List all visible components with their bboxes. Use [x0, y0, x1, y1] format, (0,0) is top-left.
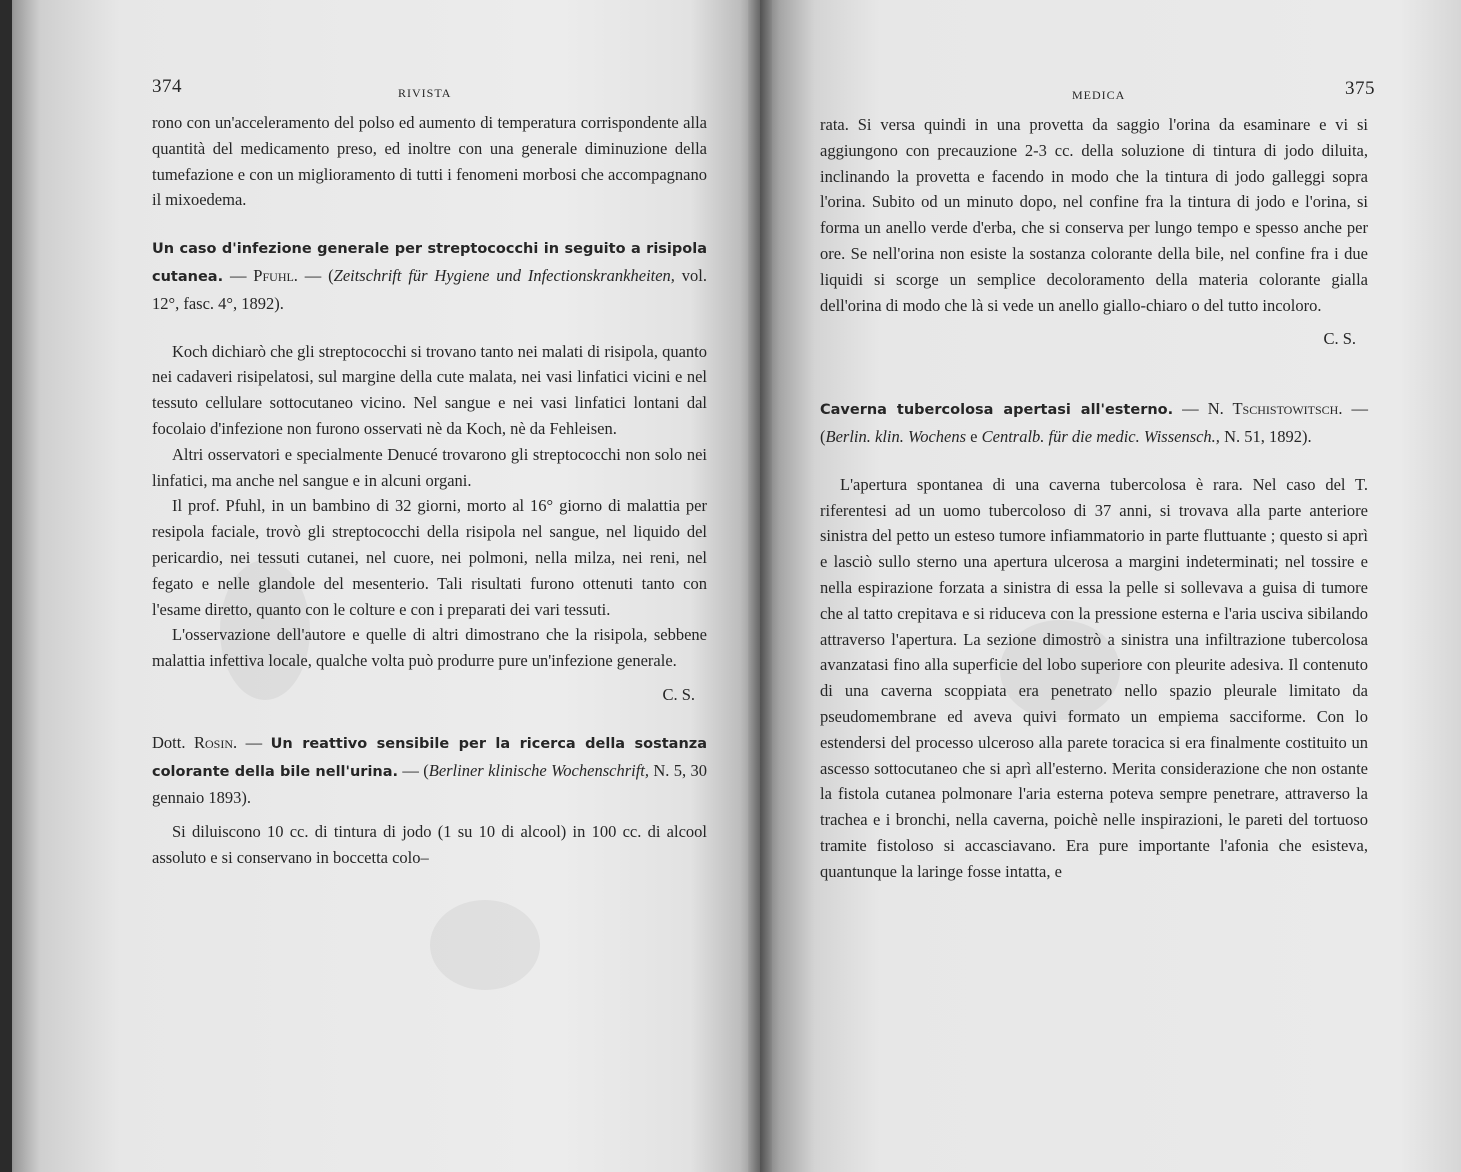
right-text-column [820, 112, 1368, 885]
dash: — [223, 265, 254, 285]
journal-name: Centralb. für die medic. Wissensch., [981, 426, 1220, 446]
journal-name: Zeitschrift für Hygiene und Infectionskrankheiten, [333, 265, 675, 285]
top-paragraph: rono con un'acceleramento del polso ed aumento di temperatura corrispondente alla quantità del medicamento preso, ed inoltre con una generale diminuzione della tumefazione e con un miglioramento di tutti i fenomeni morbosi che accompagnano il mixoedema. [152, 113, 707, 210]
book-gutter [748, 0, 772, 1172]
dash: — [237, 732, 271, 752]
citation-open: — ( [820, 399, 1368, 446]
body-paragraph: L'apertura spontanea di una caverna tubercolosa è rara. Nel caso del T. riferentesi ad un uomo tubercoloso di 37 anni, si trovava alla parte anteriore sinistra del petto un esteso tumore infiammatorio in parte fluttuante ; questo si aprì e lasciò sullo sterno una apertura ulcerosa a margini indeterminati; nel tossire e nella espirazione forzata a sinistra di essa la pelle si sollevava a guisa di tumore che al tatto crepitava e si riduceva con la pressione esterna e l'aria usciva sibilando attraverso l'apertura. La sezione dimostrò a sinistra una infiltrazione tubercolosa avanzatasi fino alla superficie del lobo superiore con pleurite adesiva. Il contenuto di una caverna scoppiata era penetrato nello spazio pleurale limitato da pseudomembrane ed aveva quivi formato un empiema sacciforme. Con lo estendersi del processo ulceroso alla parete toracica si era finalmente costituito un ascesso sottocutaneo che si aprì all'esterno. Merita considerazione che non ostante la fistola cutanea polmonare l'aria esterna poteva sempre penetrare, attraverso la trachea e i bronchi, nella caverna, poichè nelle inspirazioni, le pareti del tortuoso tramite fistoloso si accasciavano. Era pure importante l'afonia che esisteva, quantunque la laringe fosse intatta, e [820, 474, 1368, 881]
journal-name: Berlin. klin. Wochens [825, 426, 967, 446]
article-title: Caverna tubercolosa apertasi all'esterno. [820, 402, 1174, 419]
dash: — [1173, 399, 1208, 419]
author-prefix: Dott. [152, 732, 194, 752]
article-heading [152, 235, 707, 316]
signature: C. S. [1323, 329, 1356, 349]
page-stain [430, 900, 540, 990]
body-paragraph: Il prof. Pfuhl, in un bambino di 32 giorni, morto al 16° giorno di malattia per resipola faciale, trovò gli streptococchi della risipola nel sangue, nel liquido del pericardio, nei tessuti cutanei, nel cuore, nei polmoni, nella milza, nei reni, nel fegato e nelle glandole del mesenterio. Tali risultati furono ottenuti tanto con l'esame diretto, quanto con le colture e con i preparati dei vari tessuti. [152, 496, 707, 619]
article-title: Un reattivo sensibile per la ricerca della sostanza colorante della bile nell'urina. [152, 735, 707, 780]
citation-tail: N. 51, 1892). [1219, 426, 1312, 446]
body-paragraph: Koch dichiarò che gli streptococchi si trovano tanto nei malati di risipola, quanto nei cadaveri risipelatosi, sul margine della cute malata, nei vasi linfatici vicini e nel tessuto cellulare sottocutaneo vicino. Nel sangue e nei vasi linfatici lontani dal focolaio d'infezione non furono osservati nè da Koch, nè da Fehleisen. [152, 341, 707, 438]
citation-open: — ( [297, 265, 334, 285]
page-number-right: 375 [1345, 78, 1375, 99]
article-author: Rosin. [193, 732, 238, 752]
running-head-right: MEDICA [1072, 88, 1126, 102]
running-head-left: RIVISTA [398, 86, 452, 100]
article-heading [820, 396, 1368, 450]
left-text-column [152, 110, 707, 871]
conjunction: e [966, 426, 982, 446]
article-author: N. Tschistowitsch. [1207, 399, 1343, 419]
body-paragraph: Si diluiscono 10 cc. di tintura di jodo (1 su 10 di alcool) in 100 cc. di alcool assoluto e si conservano in boccetta colo– [152, 822, 707, 867]
book-edge [0, 0, 12, 1172]
signature: C. S. [662, 684, 695, 704]
article-author: Pfuhl. [253, 265, 298, 285]
page-number-left: 374 [152, 76, 182, 97]
article-heading [152, 730, 707, 811]
continuation-paragraph: rata. Si versa quindi in una provetta da saggio l'orina da esaminare e vi si aggiungono con precauzione 2-3 cc. della soluzione di tintura di jodo diluita, inclinando la provetta e facendo in modo che la tintura di jodo galleggi sopra l'orina. Subito od un minuto dopo, nel confine fra la tintura di jodo e l'orina, si forma un anello verde d'erba, che si conserva per lungo tempo e spesso anche per ore. Se nell'orina non esiste la sostanza colorante della bile, nel confine fra i due liquidi si scorge un semplice decoloramento della materia colorante gialla dell'orina di modo che là si vede un anello giallo-chiaro o del tutto incoloro. [820, 115, 1368, 315]
citation-open: — ( [398, 760, 429, 780]
article-title: Un caso d'infezione generale per streptococchi in seguito a risipola cutanea. [152, 241, 707, 285]
citation-tail: vol. 12°, fasc. 4°, 1892). [152, 265, 707, 313]
body-paragraph: L'osservazione dell'autore e quelle di altri dimostrano che la risipola, sebbene malattia infettiva locale, qualche volta può produrre pure un'infezione generale. [152, 625, 707, 671]
journal-name: Berliner klinische Wochenschrift, [428, 760, 649, 780]
body-paragraph: Altri osservatori e specialmente Denucé trovarono gli streptococchi non solo nei linfatici, ma anche nel sangue e in alcuni organi. [152, 444, 707, 490]
citation-tail: N. 5, 30 gennaio 1893). [152, 760, 707, 808]
